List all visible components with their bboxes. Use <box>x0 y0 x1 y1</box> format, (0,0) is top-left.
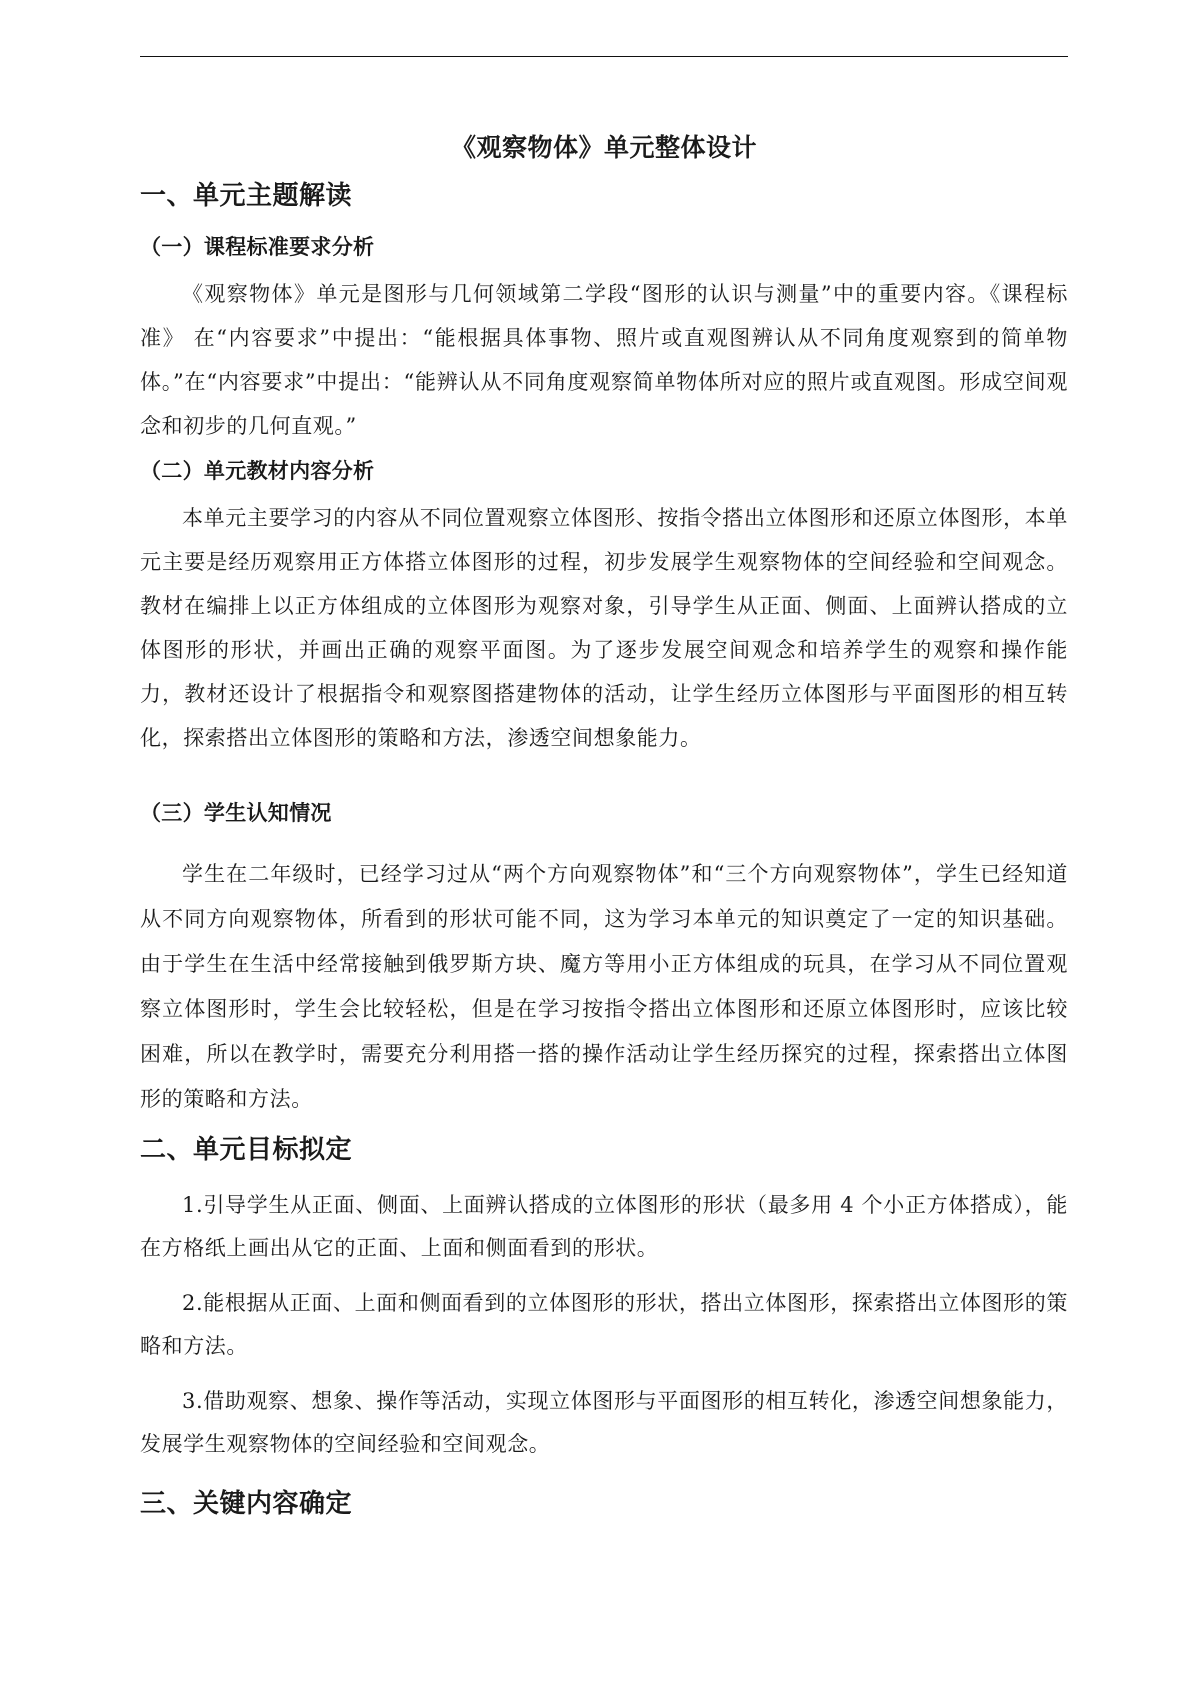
paragraph-curriculum-standards: 《观察物体》单元是图形与几何领域第二学段“图形的认识与测量”中的重要内容。《课程标准》 在“内容要求”中提出：“能根据具体事物、照片或直观图辨认从不同角度观察到的简单物体。”在“内容要求”中提出：“能辨认从不同角度观察简单物体所对应的照片或直观图。形成空间观念和初步的几何直观。” <box>140 282 1068 438</box>
goal-item-1: 1.引导学生从正面、侧面、上面辨认搭成的立体图形的形状（最多用 4 个小正方体搭成），能在方格纸上画出从它的正面、上面和侧面看到的形状。 <box>140 1193 1068 1260</box>
section-heading-key-content: 三、关键内容确定 <box>140 1489 353 1519</box>
subsection-heading-textbook-analysis: （二）单元教材内容分析 <box>140 459 375 483</box>
paragraph-student-cognition: 学生在二年级时，已经学习过从“两个方向观察物体”和“三个方向观察物体”，学生已经知道从不同方向观察物体，所看到的形状可能不同，这为学习本单元的知识奠定了一定的知识基础。由于学生在生活中经常接触到俄罗斯方块、魔方等用小正方体组成的玩具，在学习从不同位置观察立体图形时，学生会比较轻松，但是在学习按指令搭出立体图形和还原立体图形时，应该比较困难，所以在教学时，需要充分利用搭一搭的操作活动让学生经历探究的过程，探索搭出立体图形的策略和方法。 <box>140 862 1068 1111</box>
subsection-heading-student-cognition: （三）学生认知情况 <box>140 801 332 825</box>
section-heading-unit-goals: 二、单元目标拟定 <box>140 1135 353 1165</box>
document-title: 《观察物体》单元整体设计 <box>450 133 757 162</box>
goal-item-2: 2.能根据从正面、上面和侧面看到的立体图形的形状，搭出立体图形，探索搭出立体图形的策略和方法。 <box>140 1291 1068 1358</box>
paragraph-textbook-analysis: 本单元主要学习的内容从不同位置观察立体图形、按指令搭出立体图形和还原立体图形，本单元主要是经历观察用正方体搭立体图形的过程，初步发展学生观察物体的空间经验和空间观念。教材在编排上以正方体组成的立体图形为观察对象，引导学生从正面、侧面、上面辨认搭成的立体图形的形状，并画出正确的观察平面图。为了逐步发展空间观念和培养学生的观察和操作能力，教材还设计了根据指令和观察图搭建物体的活动，让学生经历立体图形与平面图形的相互转化，探索搭出立体图形的策略和方法，渗透空间想象能力。 <box>140 506 1068 750</box>
goal-item-3: 3.借助观察、想象、操作等活动，实现立体图形与平面图形的相互转化，渗透空间想象能力，发展学生观察物体的空间经验和空间观念。 <box>140 1389 1068 1456</box>
header-rule <box>140 56 1068 57</box>
subsection-heading-curriculum-standards: （一）课程标准要求分析 <box>140 235 375 259</box>
section-heading-unit-theme: 一、单元主题解读 <box>140 181 353 211</box>
